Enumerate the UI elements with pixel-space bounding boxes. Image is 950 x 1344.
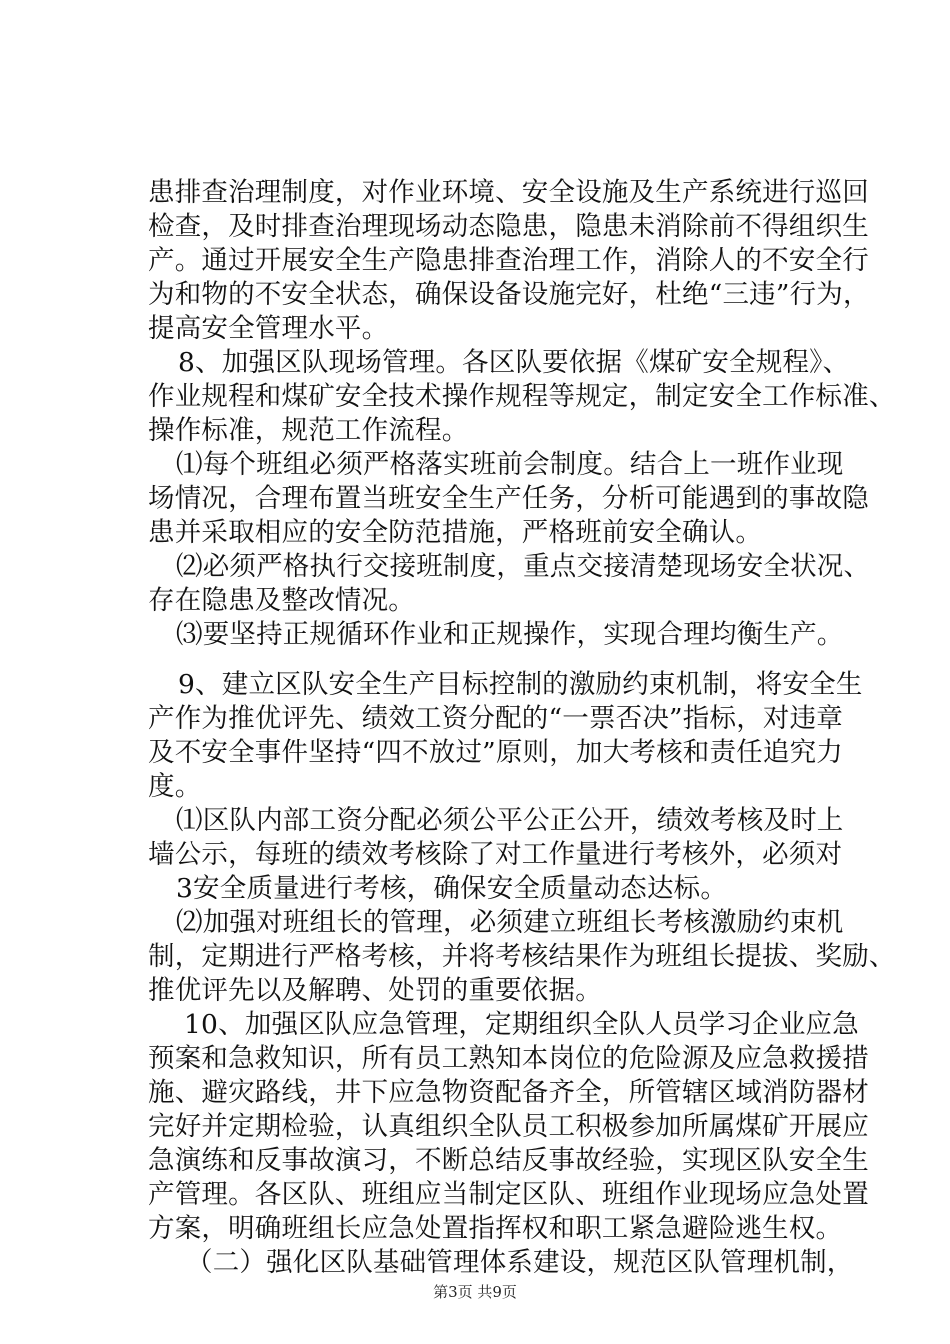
text-line: 3安全质量进行考核，确保安全质量动态达标。 — [176, 873, 728, 904]
item-1-start: ⑴每个班组必须严格落实班前会制度。结合上一班作业现 — [176, 449, 844, 480]
text-line: 检查，及时排查治理现场动态隐患，隐患未消除前不得组织生 — [148, 211, 869, 242]
text-line: 施、避灾路线，井下应急物资配备齐全，所管辖区域消防器材 — [148, 1077, 869, 1108]
text-line: 完好并定期检验，认真组织全队员工积极参加所属煤矿开展应 — [148, 1111, 869, 1142]
text-line: 及不安全事件坚持“四不放过”原则，加大考核和责任追究力 — [148, 737, 843, 768]
text-line: 作业规程和煤矿安全技术操作规程等规定，制定安全工作标准、 — [148, 381, 896, 412]
paragraph-10-start: 10、加强区队应急管理，定期组织全队人员学习企业应急 — [184, 1009, 859, 1040]
item-2-start: ⑵加强对班组长的管理，必须建立班组长考核激励约束机 — [176, 907, 844, 938]
text-line: 为和物的不安全状态，确保设备设施完好，杜绝“三违”行为， — [148, 279, 870, 310]
item-2-start: ⑵必须严格执行交接班制度，重点交接清楚现场安全状况、 — [176, 551, 871, 582]
item-3-start: ⑶要坚持正规循环作业和正规操作，实现合理均衡生产。 — [176, 619, 844, 650]
text-line: 预案和急救知识，所有员工熟知本岗位的危险源及应急救援措 — [148, 1043, 869, 1074]
text-line: 产管理。各区队、班组应当制定区队、班组作业现场应急处置 — [148, 1179, 869, 1210]
paragraph-9-start: 9、建立区队安全生产目标控制的激励约束机制，将安全生 — [178, 669, 863, 700]
text-line: 推优评先以及解聘、处罚的重要依据。 — [148, 975, 602, 1006]
text-line: 患排查治理制度，对作业环境、安全设施及生产系统进行巡回 — [148, 177, 869, 208]
text-line: 急演练和反事故演习，不断总结反事故经验，实现区队安全生 — [148, 1145, 869, 1176]
text-line: 产。通过开展安全生产隐患排查治理工作，消除人的不安全行 — [148, 245, 869, 276]
section-heading: （二）强化区队基础管理体系建设，规范区队管理机制， — [186, 1247, 854, 1278]
text-line: 提高安全管理水平。 — [148, 313, 389, 344]
item-1-start: ⑴区队内部工资分配必须公平公正公开，绩效考核及时上 — [176, 805, 844, 836]
text-line: 产作为推优评先、绩效工资分配的“一票否决”指标，对违章 — [148, 703, 843, 734]
text-line: 度。 — [148, 771, 202, 802]
text-line: 方案，明确班组长应急处置指挥权和职工紧急避险逃生权。 — [148, 1213, 843, 1244]
text-line: 患并采取相应的安全防范措施，严格班前安全确认。 — [148, 517, 763, 548]
paragraph-8-start: 8、加强区队现场管理。各区队要依据《煤矿安全规程》、 — [178, 347, 850, 378]
text-line: 墙公示，每班的绩效考核除了对工作量进行考核外，必须对 — [148, 839, 843, 870]
text-line: 存在隐患及整改情况。 — [148, 585, 415, 616]
text-line: 场情况，合理布置当班安全生产任务，分析可能遇到的事故隐 — [148, 483, 869, 514]
text-line: 制，定期进行严格考核，并将考核结果作为班组长提拔、奖励、 — [148, 941, 896, 972]
text-line: 操作标准，规范工作流程。 — [148, 415, 469, 446]
page-number-footer: 第3页 共9页 — [433, 1283, 517, 1301]
